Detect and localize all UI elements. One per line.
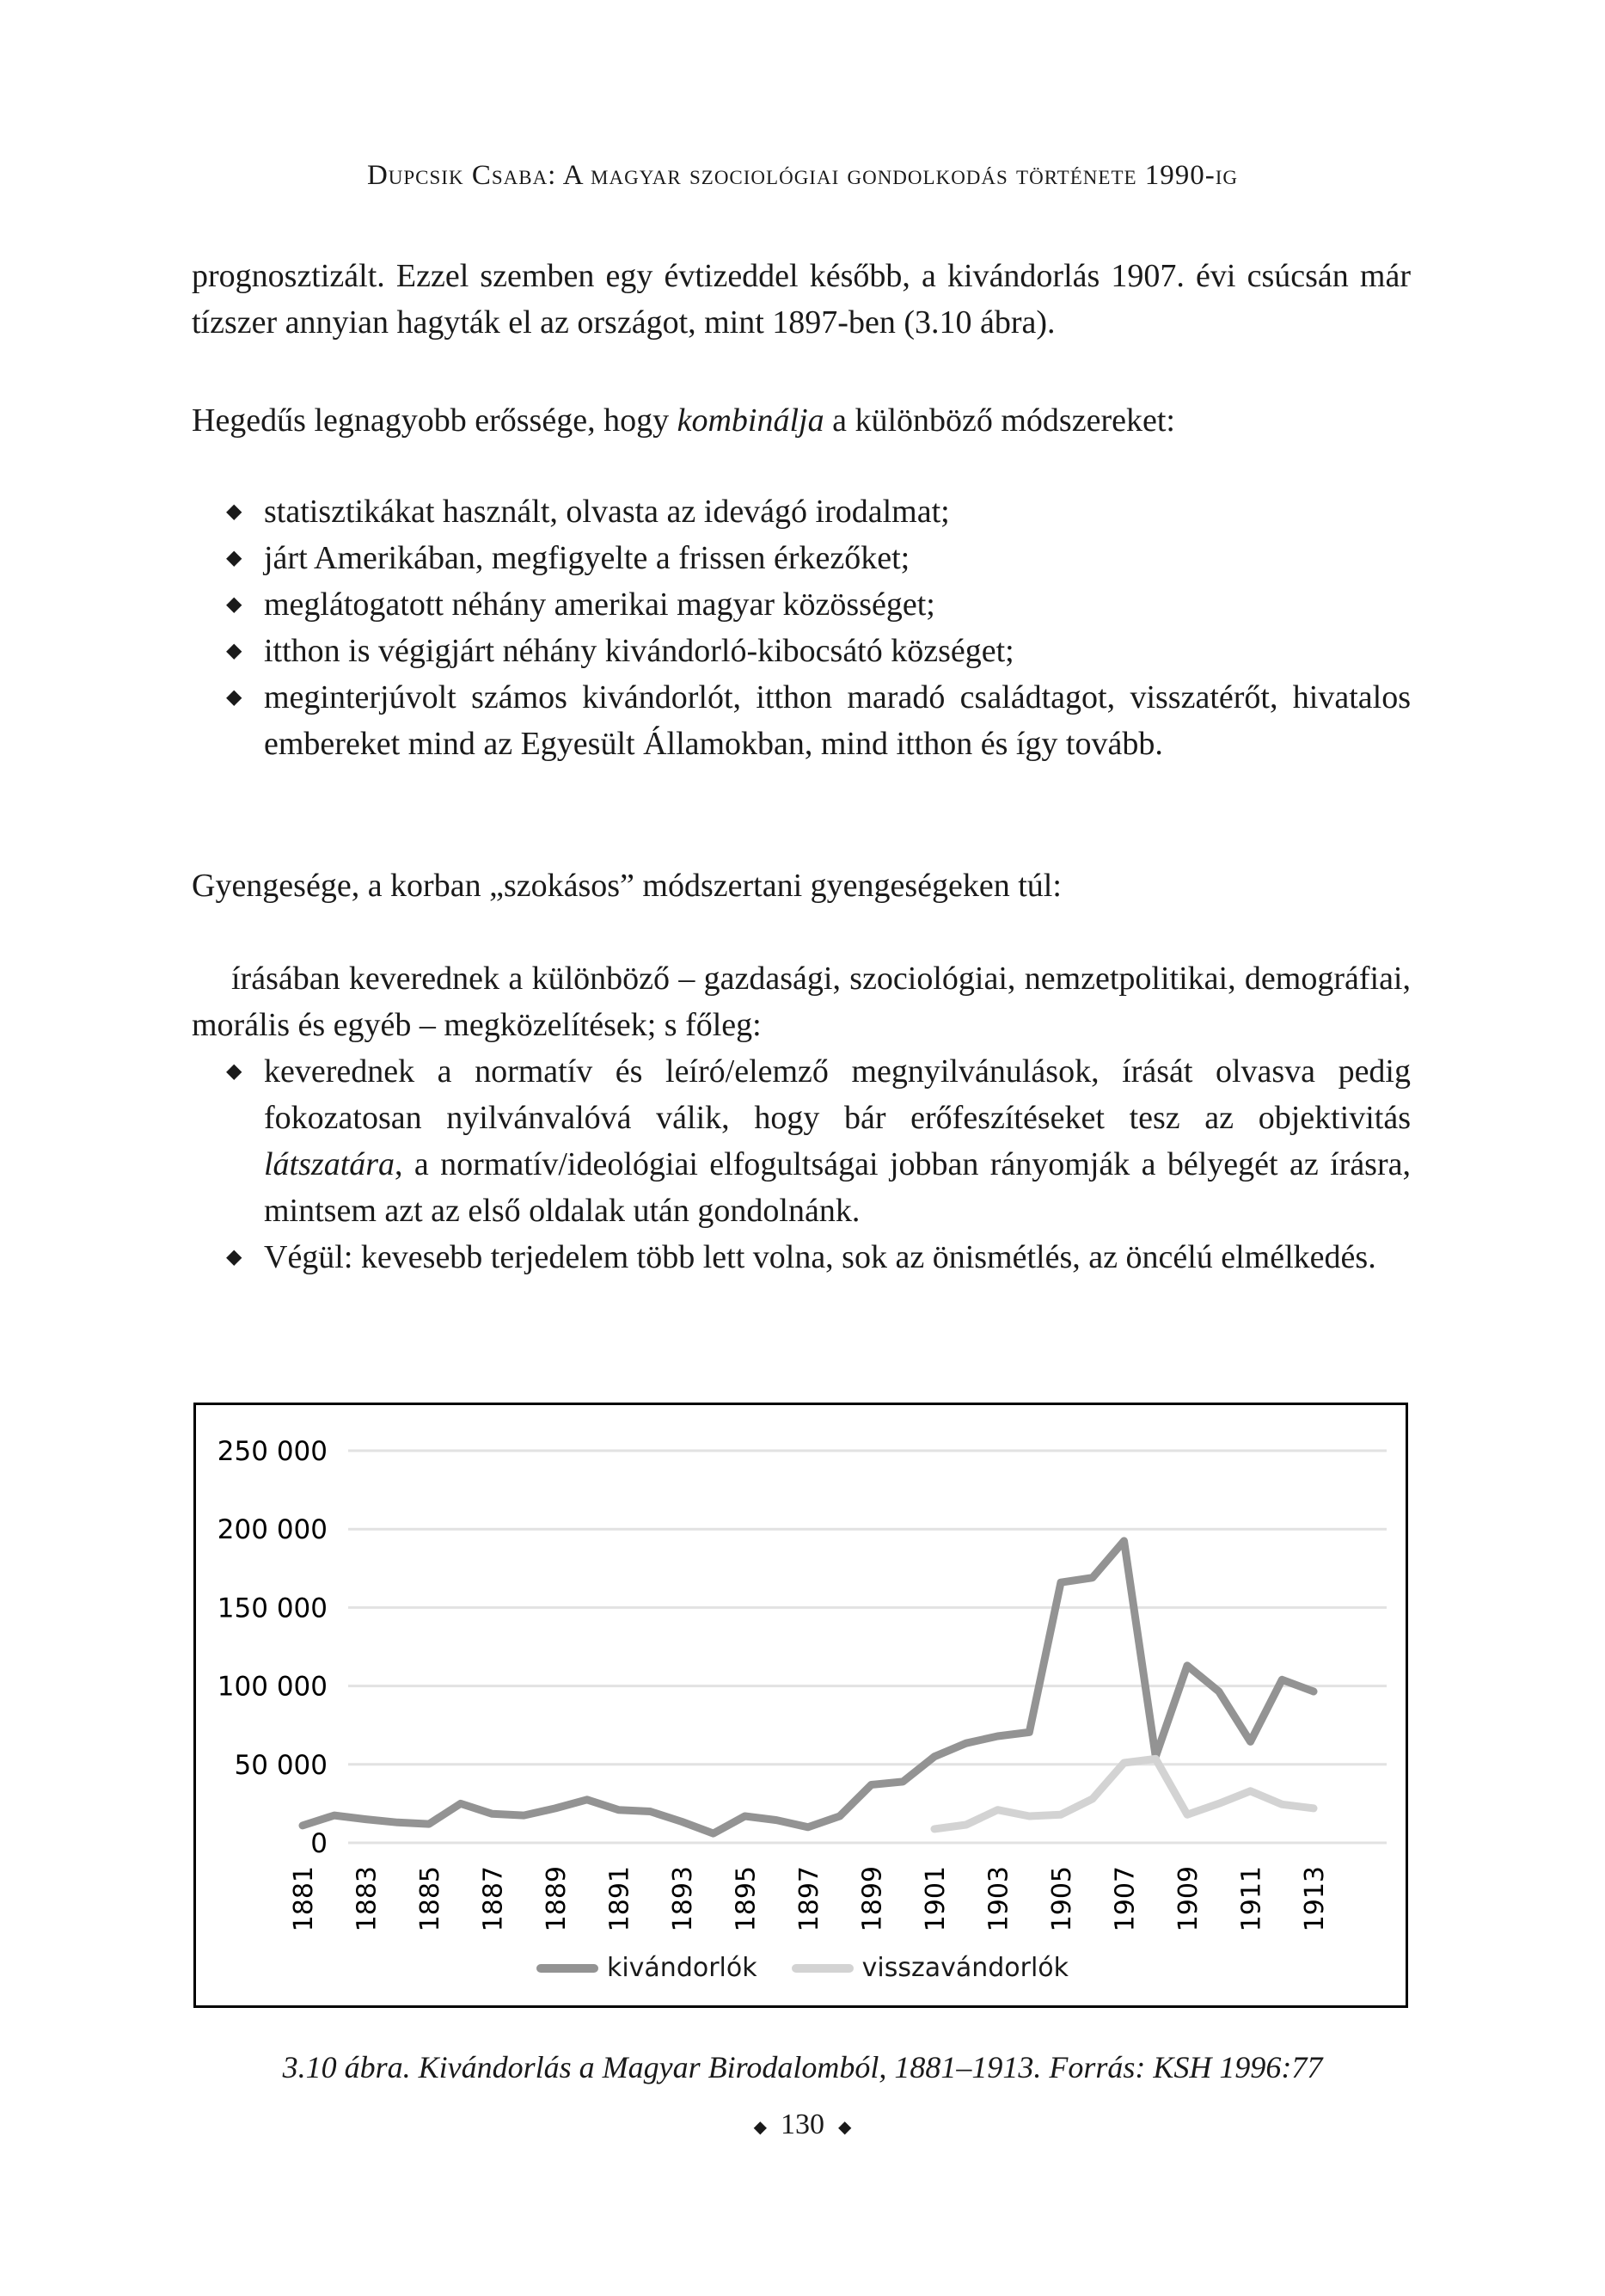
list-item: [192, 674, 1411, 767]
ornament-icon: ◆: [838, 2117, 852, 2137]
list-item: [192, 535, 1411, 581]
list-item-text: statisztikákat használt, olvasta az idevágó irodalmat;: [264, 494, 950, 530]
list-item-emphasis: látszatára: [264, 1146, 395, 1182]
list-item-text: meginterjúvolt számos kivándorlót, itthon maradó családtagot, visszatérőt, hivatalos embereket mind az Egyesült Államokban, mind itthon és így tovább.: [264, 679, 1411, 762]
y-tick-label: 250 000: [217, 1436, 328, 1467]
paragraph-2-emphasis: kombinálja: [677, 402, 824, 439]
legend-label-visszavandorlok: visszavándorlók: [861, 1953, 1069, 1983]
list-item-text-after: , a normatív/ideológiai elfogultságai jobban rányomják a bélyegét az írásra, mintsem azt az első oldalak után gondolnánk.: [264, 1146, 1411, 1229]
x-tick-label: 1909: [1173, 1866, 1204, 1932]
paragraph-2: [192, 397, 1411, 444]
paragraph-3-text: Gyengesége, a korban „szokásos” módszertani gyengeségeken túl:: [192, 868, 1062, 904]
chart-frame: [193, 1403, 1408, 2008]
paragraph-2-after: a különböző módszereket:: [824, 402, 1175, 439]
legend-item-kivandorlok: [536, 1953, 757, 1983]
weaknesses-list: [192, 1048, 1411, 1280]
paragraph-1: [192, 253, 1411, 346]
legend-label-kivandorlok: kivándorlók: [606, 1953, 757, 1983]
x-tick-label: 1885: [415, 1866, 445, 1932]
y-tick-label: 100 000: [217, 1671, 328, 1703]
paragraph-2-before: Hegedűs legnagyobb erőssége, hogy: [192, 402, 677, 439]
x-tick-label: 1883: [352, 1866, 383, 1932]
paragraph-4-text: írásában keverednek a különböző – gazdasági, szociológiai, nemzetpolitikai, demográfiai, morális és egyéb – megközelítések; s főleg:: [192, 961, 1411, 1043]
list-item-text: Végül: kevesebb terjedelem több lett volna, sok az önismétlés, az öncélú elmélkedés.: [264, 1239, 1376, 1275]
bullet-icon: ◆: [226, 500, 242, 523]
list-item: [192, 581, 1411, 628]
paragraph-1-text: prognosztizált. Ezzel szemben egy évtizeddel később, a kivándorlás 1907. évi csúcsán már tízszer annyian hagyták el az országot, mint 1897-ben (3.10 ábra).: [192, 258, 1411, 341]
list-item-text: itthon is végigjárt néhány kivándorló-kibocsátó községet;: [264, 633, 1014, 669]
x-tick-label: 1911: [1236, 1866, 1267, 1932]
running-head: Dupcsik Csaba: A magyar szociológiai gondolkodás története 1990-ig: [366, 160, 1239, 191]
figure-caption: 3.10 ábra. Kivándorlás a Magyar Birodalomból, 1881–1913. Forrás: KSH 1996:77: [282, 2050, 1323, 2084]
y-tick-label: 0: [310, 1828, 328, 1859]
list-item-text: járt Amerikában, megfigyelte a frissen érkezőket;: [264, 540, 910, 576]
page-number: [0, 2109, 1605, 2141]
chart-legend: [0, 1953, 1605, 1983]
list-item: [192, 1234, 1411, 1280]
ornament-icon: ◆: [753, 2117, 767, 2137]
y-tick-label: 200 000: [217, 1514, 328, 1546]
x-tick-label: 1895: [731, 1866, 762, 1932]
x-tick-label: 1897: [794, 1866, 824, 1932]
list-item-text: meglátogatott néhány amerikai magyar közösséget;: [264, 586, 935, 623]
list-item: [192, 1048, 1411, 1234]
list-item-text: keverednek a normatív és leíró/elemző megnyilvánulások, írását olvasva pedig fokozatosan nyilvánvalóvá válik, hogy bár erőfeszítéseket tesz az objektivitás: [264, 1053, 1411, 1136]
bullet-icon: ◆: [226, 1246, 242, 1268]
methods-list: [192, 488, 1411, 767]
paragraph-4: [192, 955, 1411, 1048]
x-tick-label: 1893: [668, 1866, 698, 1932]
bullet-icon: ◆: [226, 547, 242, 569]
x-tick-label: 1901: [921, 1866, 951, 1932]
paragraph-3: [192, 863, 1411, 909]
bullet-icon: ◆: [226, 593, 242, 616]
y-tick-label: 50 000: [234, 1749, 328, 1781]
x-tick-label: 1889: [542, 1866, 572, 1932]
x-tick-label: 1891: [604, 1866, 635, 1932]
x-tick-label: 1887: [478, 1866, 509, 1932]
bullet-icon: ◆: [226, 1060, 242, 1083]
y-tick-label: 150 000: [217, 1593, 328, 1624]
bullet-icon: ◆: [226, 686, 242, 709]
x-tick-label: 1903: [983, 1866, 1014, 1932]
legend-item-visszavandorlok: [792, 1953, 1069, 1983]
legend-swatch-kivandorlok: [536, 1964, 598, 1973]
legend-swatch-visszavandorlok: [792, 1964, 854, 1973]
list-item: [192, 628, 1411, 674]
page-number-value: 130: [781, 2109, 824, 2140]
bullet-icon: ◆: [226, 640, 242, 662]
x-tick-label: 1907: [1110, 1866, 1141, 1932]
x-tick-label: 1899: [857, 1866, 888, 1932]
x-tick-label: 1905: [1047, 1866, 1077, 1932]
x-tick-label: 1881: [289, 1866, 319, 1932]
x-tick-label: 1913: [1300, 1866, 1330, 1932]
list-item: [192, 488, 1411, 535]
